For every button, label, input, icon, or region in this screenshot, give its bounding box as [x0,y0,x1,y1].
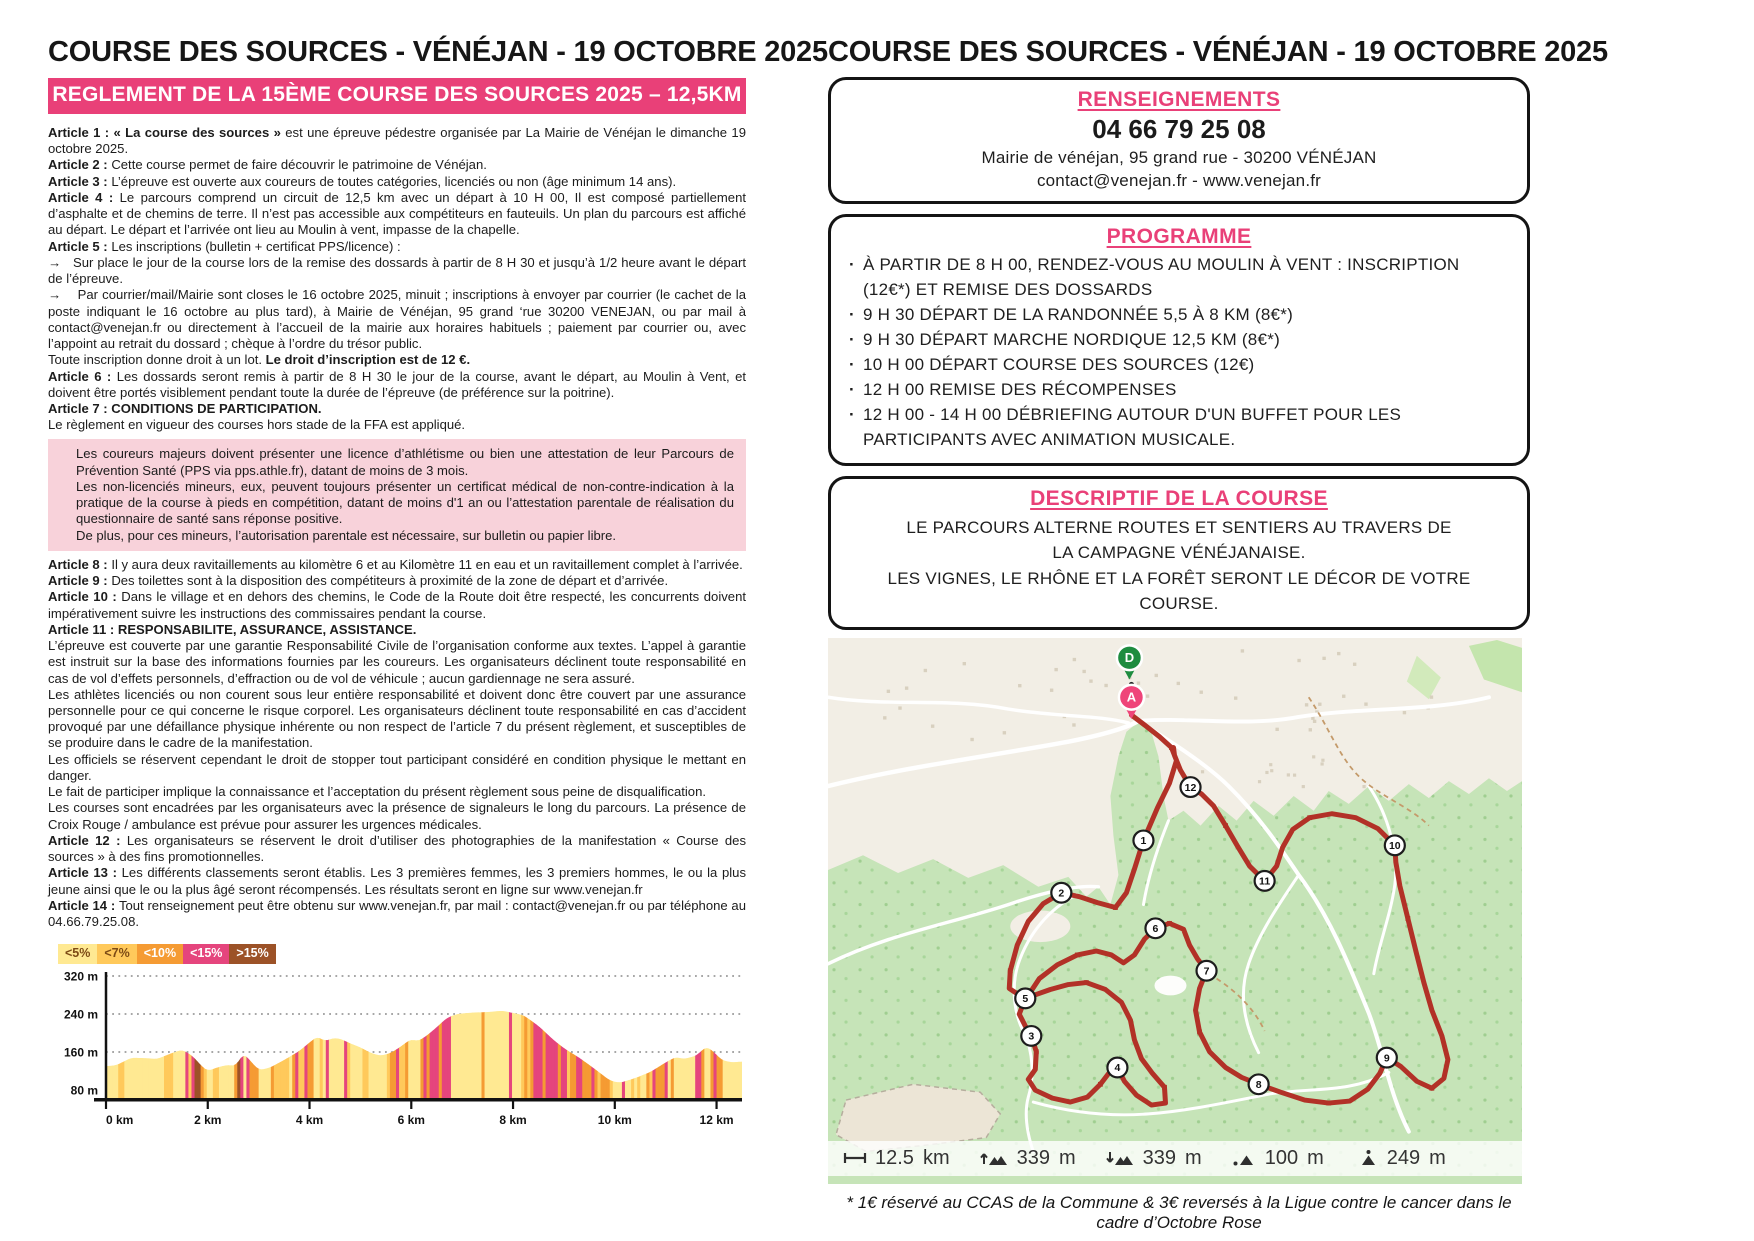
renseignements-heading: RENSEIGNEMENTS [1077,88,1281,111]
svg-text:80 m: 80 m [70,1083,98,1098]
svg-text:10 km: 10 km [597,1112,632,1127]
svg-text:5: 5 [1022,994,1029,1005]
km-marker-4 [1107,1057,1127,1077]
svg-text:11: 11 [1259,876,1271,888]
page-title: COURSE DES SOURCES - VÉNÉJAN - 19 OCTOBRE 2025 [48,36,828,68]
stat-distance [842,1147,950,1170]
descriptif-line: LA CAMPAGNE VÉNÉJANAISE. [1052,543,1306,563]
regulation-paragraph: Article 3 : L’épreuve est ouverte aux coureurs de toutes catégories, licenciés ou non (âge minimum 14 ans). [48,173,677,189]
programme-heading: PROGRAMME [1106,225,1252,248]
stat-value: 249 [1386,1146,1421,1169]
stat-unit: m [1307,1146,1324,1169]
svg-text:12: 12 [1184,782,1197,794]
legend-item: <15% [183,944,229,964]
svg-text:320 m: 320 m [63,969,98,984]
regulation-paragraph: Article 10 : Dans le village et en dehors des chemins, le Code de la Route doit être respecté, les concurrents doivent impérativement suivre les instructions des commissaires pendant la course. [48,589,746,621]
regulation-paragraph: Les officiels se réservent cependant le droit de stopper tout participant considéré en condition physique le mettant en danger. [48,751,746,783]
elevation-profile-plot [48,964,746,1147]
mairie-address: Mairie de vénéjan, 95 grand rue - 30200 VÉNÉJAN [981,148,1377,167]
svg-text:2 km: 2 km [194,1112,222,1127]
regulation-paragraph: Article 2 : Cette course permet de faire découvrir le patrimoine de Vénéjan. [48,157,487,173]
regulation-paragraph: Article 11 : RESPONSABILITE, ASSURANCE, ASSISTANCE. [48,621,417,637]
page-title: COURSE DES SOURCES - VÉNÉJAN - 19 OCTOBRE 2025 [828,36,1608,68]
km-marker-1 [1133,830,1153,850]
phone-number: 04 66 79 25 08 [1092,114,1266,144]
regulation-paragraph: Article 5 : Les inscriptions (bulletin + certificat PPS/licence) : [48,238,401,254]
regulation-paragraph: De plus, pour ces mineurs, l’autorisation parentale est nécessaire, sur bulletin ou papier libre. [76,527,617,543]
regulation-paragraph: Les non-licenciés mineurs, eux, peuvent toujours présenter un certificat médical de non-contre-indication à la pratique de la course à pieds en compétition, datant de moins d'1 an ou l’attestation parentale de réalisation du questionnaire de santé sans réponse positive. [76,478,734,527]
legend-item: <7% [97,944,136,964]
svg-text:0 km: 0 km [106,1112,134,1127]
svg-text:10: 10 [1388,841,1401,852]
svg-text:2: 2 [1058,888,1065,900]
programme-box [828,214,1530,466]
km-marker-2 [1051,883,1071,903]
regulation-paragraph: Toute inscription donne droit à un lot. Le droit d’inscription est de 12 €. [48,352,471,368]
licence-conditions-box [48,439,746,550]
km-marker-6 [1145,918,1165,938]
elevation-loss-icon [1106,1149,1136,1167]
regulation-paragraph: Article 8 : Il y aura deux ravitaillements au kilomètre 6 et au Kilomètre 11 en eau et un ravitaillement complet à l’arrivée. [48,556,743,572]
km-marker-7 [1197,961,1217,981]
programme-item: · 12 H 00 REMISE DES RÉCOMPENSES [847,378,1511,403]
regulation-paragraph: → Par courrier/mail/Mairie sont closes le 16 octobre 2025, minuit ; inscriptions à envoyer par courrier (le cachet de la poste indiquant le 16 octobre au plus tard), à Mairie de Vénéjan, 95 grand ‘rue 30200 VENEJAN, ou par mail à contact@venejan.fr ou directement à l’accueil de la mairie aux horaires habituels ; paiement par courrier ou, avec l’appoint au retrait du dossard ; chèque à l’ordre du trésor public. [48,287,746,352]
map-canvas [828,638,1522,1184]
renseignements-box [828,77,1530,204]
svg-text:7: 7 [1203,966,1210,978]
max-altitude-icon [1354,1149,1380,1167]
programme-item: · 9 H 30 DÉPART DE LA RANDONNÉE 5,5 À 8 KM (8€*) [847,303,1511,328]
legend-item: <10% [137,944,183,964]
descriptif-box [828,476,1530,630]
course-map [828,638,1522,1184]
distance-icon [842,1149,868,1167]
stat-unit: m [1185,1146,1202,1169]
programme-item: · 9 H 30 DÉPART MARCHE NORDIQUE 12,5 KM (8€*) [847,328,1511,353]
svg-text:9: 9 [1383,1053,1390,1065]
descriptif-line: LES VIGNES, LE RHÔNE ET LA FORÊT SERONT LE DÉCOR DE VOTRE COURSE. [887,568,1471,614]
descriptif-text [847,515,1511,617]
slope-legend [58,944,746,964]
stat-elevation-loss [1106,1147,1202,1170]
stat-min-altitude [1232,1147,1324,1170]
legend-item: >15% [229,944,275,964]
svg-text:A: A [1126,689,1137,705]
km-marker-8 [1249,1074,1269,1094]
regulation-paragraph: Les courses sont encadrées par les organisateurs avec la présence de signaleurs le long du parcours. La présence de Croix Rouge / ambulance est prévue pour assurer les urgences médicales. [48,800,746,832]
regulation-paragraph: Article 13 : Les différents classements seront établis. Les 3 premières femmes, les 3 premiers hommes, le ou la plus jeune ainsi que le ou la plus âgé seront récompensés. Les résultats seront en ligne sur www.venejan.fr [48,865,747,897]
descriptif-heading: DESCRIPTIF DE LA COURSE [1030,486,1328,510]
elevation-gain-icon [980,1149,1010,1167]
route-stats-bar [828,1141,1522,1176]
svg-text:D: D [1124,650,1135,666]
regulation-paragraph: L’épreuve est couverte par une garantie Responsabilité Civile de l’organisation conforme aux textes. L’appel à garantie est instruit sur la base des informations fournies par les coureurs. Les organisateurs déclinent toute responsabilité en cas de vol d’effets personnels, d’effraction ou de vol de véhicule ; aucun gardiennage ne sera assuré. [48,638,746,686]
stat-elevation-gain [980,1147,1076,1170]
regulation-paragraph: Le fait de participer implique la connaissance et l’acceptation du présent règlement sous peine de disqualification. [48,784,706,800]
svg-text:12 km: 12 km [699,1112,734,1127]
svg-text:8: 8 [1255,1079,1262,1091]
km-marker-5 [1015,988,1035,1008]
stat-value: 339 [1016,1146,1050,1169]
page-reglement [48,36,828,1147]
km-marker-3 [1021,1026,1041,1046]
svg-text:6: 6 [1152,923,1159,935]
stat-value: 12.5 [875,1146,914,1169]
programme-item: · 12 H 00 - 14 H 00 DÉBRIEFING AUTOUR D'UN BUFFET POUR LES PARTICIPANTS AVEC ANIMATION MUSICALE. [847,403,1511,453]
regulation-paragraph: Le règlement en vigueur des courses hors stade de la FFA est appliqué. [48,417,466,433]
svg-text:4: 4 [1114,1063,1121,1075]
page-infos [828,36,1608,1233]
regulation-paragraph: Article 1 : « La course des sources » est une épreuve pédestre organisée par La Mairie de Vénéjan le dimanche 19 octobre 2025. [48,125,746,157]
min-altitude-icon [1232,1149,1258,1167]
km-marker-11 [1255,871,1275,891]
regulation-paragraph: Article 4 : Le parcours comprend un circuit de 12,5 km avec un départ à 10 H 00, Il est composé partiellement d’asphalte et de chemins de terre. Il n’est pas accessible aux compétiteurs en fauteuils. Un plan du parcours est affiché au départ. Le départ et l’arrivée ont lieu au Moulin à vent, impasse de la chapelle. [48,189,747,238]
stat-unit: km [922,1146,950,1169]
programme-item: · 10 H 00 DÉPART COURSE DES SOURCES (12€) [847,353,1511,378]
stat-unit: m [1058,1146,1076,1169]
regulation-paragraph: → Sur place le jour de la course lors de la remise des dossards à partir de 8 H 30 et jusqu’à 1/2 heure avant le départ de l’épreuve. [48,254,746,287]
regulation-paragraph: Article 9 : Des toilettes sont à la disposition des compétiteurs à proximité de la zone de départ et d’arrivée. [48,573,669,589]
programme-list [847,253,1511,453]
svg-text:8 km: 8 km [499,1112,527,1127]
programme-item: · À PARTIR DE 8 H 00, RENDEZ-VOUS AU MOULIN À VENT : INSCRIPTION (12€*) ET REMISE DES DOSSARDS [847,253,1511,303]
stat-unit: m [1429,1146,1446,1169]
octobre-rose-footnote: * 1€ réservé au CCAS de la Commune & 3€ reversés à la Ligue contre le cancer dans le cadre d’Octobre Rose [846,1192,1512,1232]
regulation-paragraph: Article 12 : Les organisateurs se réservent le droit d’utiliser des photographies de la manifestation « Course des sources » à des fins promotionnelles. [48,832,746,865]
svg-text:6 km: 6 km [397,1112,425,1127]
svg-text:3: 3 [1028,1031,1035,1043]
regulation-paragraph: Article 6 : Les dossards seront remis à partir de 8 H 30 le jour de la course, avant le départ, au Moulin à Vent, et doivent être portés visiblement pendant toute la durée de l’épreuve (de préférence sur la poitrine). [48,368,747,400]
regulation-paragraph: Article 7 : CONDITIONS DE PARTICIPATION. [48,400,322,416]
regulation-paragraph: Article 14 : Tout renseignement peut être obtenu sur www.venejan.fr, par mail : contact@venejan.fr ou par téléphone au 04.66.79.25.08. [48,897,746,930]
regulation-paragraph: Les coureurs majeurs doivent présenter une licence d’athlétisme ou bien une attestation de leur Parcours de Prévention Santé (PPS via pps.athle.fr), datant de moins de 3 mois. [76,446,734,478]
km-marker-10 [1385,835,1405,855]
svg-text:240 m: 240 m [63,1007,98,1022]
stat-value: 339 [1142,1146,1177,1169]
svg-text:4 km: 4 km [295,1112,324,1127]
descriptif-line: LE PARCOURS ALTERNE ROUTES ET SENTIERS AU TRAVERS DE [906,517,1452,537]
km-marker-9 [1377,1048,1397,1068]
svg-text:1: 1 [1140,836,1147,848]
stat-value: 100 [1264,1146,1299,1169]
regulation-paragraph: Les athlètes licenciés ou non courent sous leur entière responsabilité et doivent donc être couvert par une assurance personnelle pour ce qui concerne le risque corporel. Les organisateurs déclinent toute responsabilité en cas d’accident provoqué par une défaillance physique inhérente ou non respect de l’article 7 du présent règlement, et susceptibles de se produire dans le cadre de la manifestation. [48,686,746,751]
contact-links: contact@venejan.fr - www.venejan.fr [1036,171,1322,190]
svg-text:160 m: 160 m [63,1045,98,1060]
regulation-body [48,125,746,930]
legend-item: <5% [58,944,97,964]
reglement-banner: REGLEMENT DE LA 15ÈME COURSE DES SOURCES 2025 – 12,5KM [48,78,746,114]
stat-max-altitude [1354,1147,1446,1170]
km-marker-12 [1181,777,1201,797]
elevation-chart [48,944,746,1147]
